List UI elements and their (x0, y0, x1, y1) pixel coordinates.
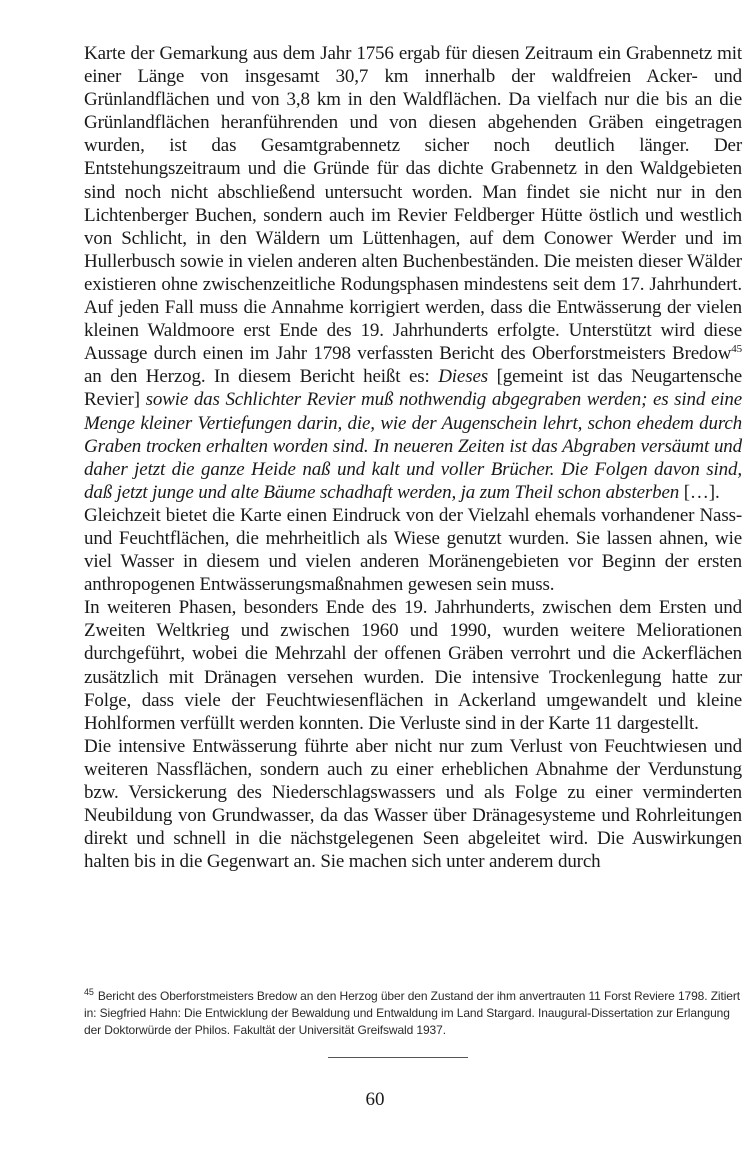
quote-end: […]. (679, 481, 720, 503)
page-number: 60 (365, 1089, 385, 1110)
quote-text: sowie das Schlichter Revier muß nothwendig abgegraben werden; es sind eine Menge kleiner Vertiefungen darin, die, wie der Augenschein lehrt, schon ehedem durch Graben trocken erhalten worden sind. In neueren Zeiten ist das Abgraben versäumt und daher jetzt die ganze Heide naß und kalt und voller Brücher. Die Folgen davon sind, daß jetzt junge und alte Bäume schadhaft werden, ja zum Theil schon absterben (84, 389, 742, 503)
footnote-ref-45: 45 (731, 343, 742, 356)
quote-bracket: [gemeint ist das Neugartensche Revier] (84, 366, 743, 411)
paragraph-3: In weiteren Phasen, besonders Ende des 19. Jahrhunderts, zwischen dem Ersten und Zweiten Weltkrieg und zwischen 1960 und 1990, wurden weitere Meliorationen durchgeführt, wobei die Mehrzahl der offenen Gräben verrohrt und die Ackerflächen zusätzlich mit Dränagen versehen wurden. Die intensive Trockenlegung hatte zur Folge, dass viele der Feuchtwiesenflächen in Ackerland umgewandelt und kleine Hohlformen verfüllt werden konnten. Die Verluste sind in der Karte 11 dargestellt. (84, 597, 742, 734)
footnote-number: 45 (84, 987, 94, 997)
paragraph-1-text: Karte der Gemarkung aus dem Jahr 1756 ergab für diesen Zeitraum ein Grabennetz mit einer Länge von insgesamt 30,7 km innerhalb der waldfreien Acker- und Grünlandflächen und von 3,8 km in den Waldflächen. Da vielfach nur die bis an die Grünlandflächen heranführenden und von diesen abgehenden Gräben eingetragen wurden, ist das Gesamtgrabennetz sicher noch deutlich länger. Der Entstehungszeitraum und die Gründe für das dichte Grabennetz in den Waldgebieten sind noch nicht abschließend untersucht worden. Man findet sie nicht nur in den Lichtenberger Buchen, sondern auch im Revier Feldberger Hütte östlich und westlich von Schlicht, in den Wäldern um Lüttenhagen, auf dem Conower Werder und im Hullerbusch sowie in vielen anderen alten Buchenbeständen. Die meisten dieser Wälder existieren ohne zwischenzeitliche Rodungsphasen mindestens seit dem 17. Jahrhundert. Auf jeden Fall muss die Annahme korrigiert werden, dass die Entwässerung der vielen kleinen Waldmoore erst Ende des 19. Jahrhunderts erfolgte. Unterstützt wird diese Aussage durch einen im Jahr 1798 verfassten Bericht des Oberforstmeisters Bredow (84, 43, 742, 365)
footer-divider (328, 1057, 468, 1058)
paragraph-2: Gleichzeit bietet die Karte einen Eindruck von der Vielzahl ehemals vorhandener Nass- und Feuchtflächen, die mehrheitlich als Wiese genutzt wurden. Sie lassen ahnen, wie viel Wasser in diesem und vielen anderen Moränengebieten vor Beginn der ersten anthropogenen Entwässerungsmaßnahmen gewesen sein muss. (84, 504, 742, 596)
footnote-text: Bericht des Oberforstmeisters Bredow an den Herzog über den Zustand der ihm anvertrauten 11 Forst Reviere 1798. Zitiert in: Siegfried Hahn: Die Entwicklung der Bewaldung und Entwaldung im Land Stargard. Inaugural-Dissertation zur Erlangung der Doktorwürde der Philos. Fakultät der Universität Greifswald 1937. (84, 989, 741, 1037)
footnote-section (84, 988, 742, 1039)
paragraph-4: Die intensive Entwässerung führte aber nicht nur zum Verlust von Feuchtwiesen und weiteren Nassflächen, sondern auch zu einer erheblichen Abnahme der Verdunstung bzw. Versickerung des Niederschlagswassers und als Folge zu einer verminderten Neubildung von Grundwasser, da das Wasser über Dränagesysteme und Rohrleitungen direkt und schnell in die nächstgelegenen Seen abgeleitet wird. Die Auswirkungen halten bis in die Gegenwart an. Sie machen sich unter anderem durch (84, 735, 742, 873)
paragraph-1 (84, 42, 742, 504)
quote-lead: Dieses (438, 366, 488, 388)
footnote-45 (84, 988, 742, 1039)
paragraph-1-text-after-ref: an den Herzog. In diesem Bericht heißt es: (84, 366, 439, 388)
main-text (84, 42, 742, 873)
